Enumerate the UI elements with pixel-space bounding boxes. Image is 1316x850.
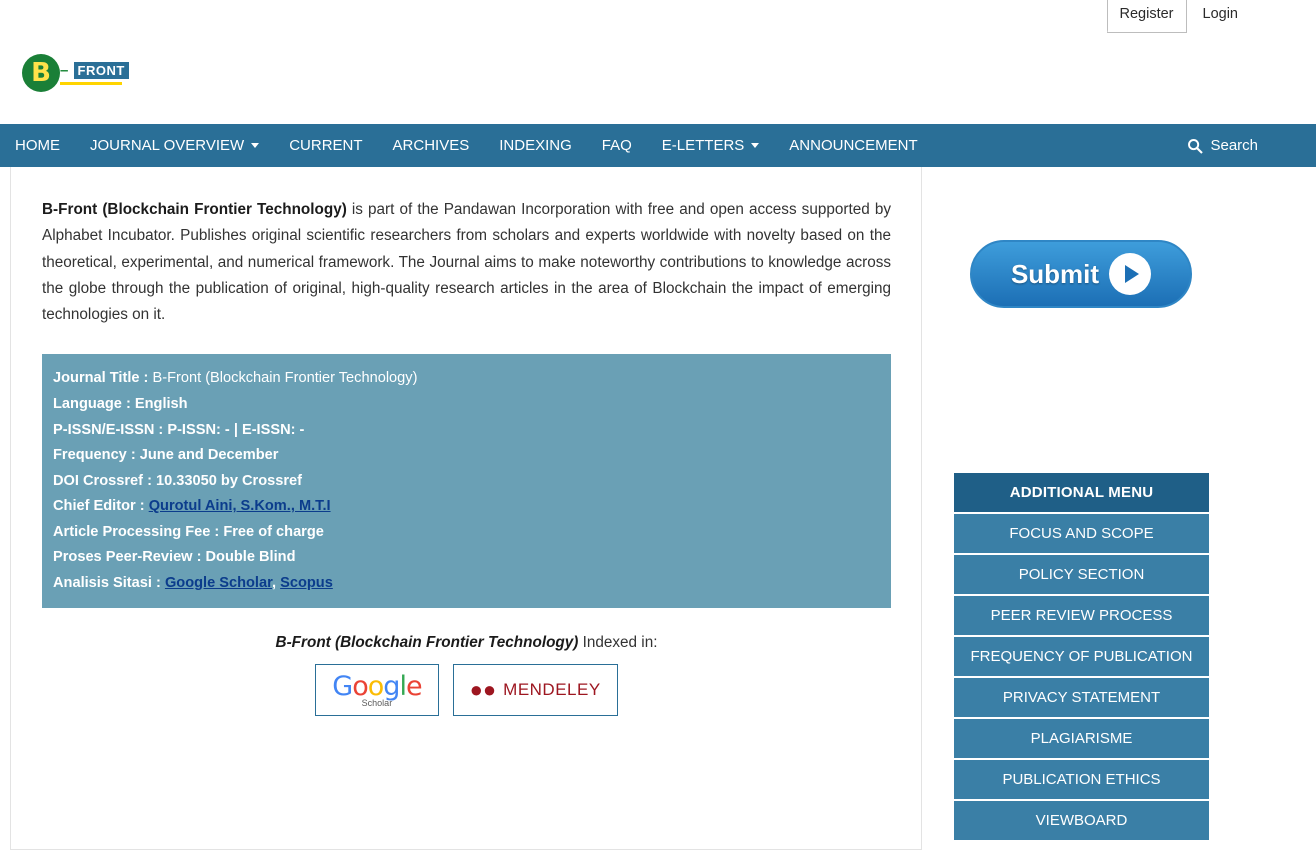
chevron-down-icon	[751, 143, 759, 148]
annotation-arrow-icon	[840, 20, 1140, 100]
google-letter-l: l	[399, 670, 406, 702]
main-navigation	[0, 124, 1316, 167]
info-peer-review: Proses Peer-Review : Double Blind	[53, 549, 296, 566]
info-journal-title	[53, 366, 879, 392]
chevron-down-icon	[251, 143, 259, 148]
logo-dash: –	[60, 62, 69, 79]
menu-item-viewboard[interactable]: VIEWBOARD	[954, 801, 1209, 840]
menu-item-frequency-of-publication[interactable]: FREQUENCY OF PUBLICATION	[954, 637, 1209, 676]
nav-label: FAQ	[601, 137, 632, 154]
google-scholar-sublabel: Scholar	[361, 697, 393, 708]
nav-label: ARCHIVES	[392, 137, 470, 154]
citation-separator: ,	[271, 574, 277, 591]
site-logo[interactable]	[12, 50, 412, 100]
info-citation-label: Analisis Sitasi :	[53, 574, 161, 591]
nav-label: CURRENT	[289, 137, 363, 154]
google-letter-g1: G	[332, 670, 353, 702]
nav-item-faq[interactable]	[587, 124, 647, 167]
nav-label: HOME	[15, 137, 60, 154]
menu-item-privacy-statement[interactable]: PRIVACY STATEMENT	[954, 678, 1209, 717]
mendeley-icon: ●●	[469, 677, 497, 703]
nav-item-archives[interactable]	[378, 124, 485, 167]
info-frequency: Frequency : June and December	[53, 447, 279, 464]
indexed-in-line	[42, 634, 891, 652]
nav-item-current[interactable]	[274, 124, 377, 167]
journal-name-strong: B-Front (Blockchain Frontier Technology)	[42, 201, 347, 218]
info-processing-fee: Article Processing Fee : Free of charge	[53, 523, 324, 540]
menu-item-focus-and-scope[interactable]: FOCUS AND SCOPE	[954, 514, 1209, 553]
nav-item-e-letters[interactable]	[647, 124, 775, 167]
info-language: Language : English	[53, 396, 188, 413]
nav-items	[0, 124, 933, 167]
additional-menu-title: ADDITIONAL MENU	[954, 473, 1209, 512]
info-chief-editor	[53, 494, 879, 520]
menu-item-plagiarisme[interactable]: PLAGIARISME	[954, 719, 1209, 758]
google-wordmark	[332, 670, 422, 702]
journal-intro-paragraph	[42, 197, 891, 328]
nav-item-indexing[interactable]	[484, 124, 587, 167]
journal-intro-rest: is part of the Pandawan Incorporation with free and open access supported by Alphabet Incubator. Publishes original scientific researchers from scholars and experts worldwide with novelty based on the theoretical, experimental, and numerical framework. The Journal aims to make noteworthy contributions to knowledge across the globe through the publication of original, high-quality research articles in the area of Blockchain the impact of emerging technologies on it.	[42, 201, 891, 324]
google-letter-o2: o	[367, 670, 384, 702]
nav-item-announcement[interactable]	[774, 124, 932, 167]
logo-underline	[60, 82, 122, 85]
nav-label: E-LETTERS	[661, 137, 745, 154]
logo-badge-icon: B	[22, 54, 60, 92]
nav-label: JOURNAL OVERVIEW	[90, 137, 245, 154]
sidebar	[932, 167, 1316, 850]
mendeley-label: MENDELEY	[503, 680, 601, 700]
info-chief-editor-label: Chief Editor :	[53, 498, 145, 515]
menu-item-publication-ethics[interactable]: PUBLICATION ETHICS	[954, 760, 1209, 799]
additional-menu	[954, 473, 1209, 840]
main-column	[10, 167, 922, 850]
search-button[interactable]	[1187, 124, 1258, 167]
info-citation-analysis	[53, 571, 879, 597]
menu-item-policy-section[interactable]: POLICY SECTION	[954, 555, 1209, 594]
register-link[interactable]: Register	[1119, 6, 1174, 22]
login-link[interactable]: Login	[1202, 6, 1238, 22]
info-journal-title-value: B-Front (Blockchain Frontier Technology)	[152, 370, 418, 387]
content-area	[0, 167, 1316, 850]
google-letter-g2: g	[383, 670, 400, 702]
chief-editor-link[interactable]: Qurotul Aini, S.Kom., M.T.I	[148, 498, 331, 515]
info-issn: P-ISSN/E-ISSN : P-ISSN: - | E-ISSN: -	[53, 421, 305, 438]
menu-item-peer-review-process[interactable]: PEER REVIEW PROCESS	[954, 596, 1209, 635]
logo-word: FRONT	[74, 62, 129, 79]
google-scholar-badge[interactable]	[315, 664, 438, 716]
indexed-suffix: Indexed in:	[578, 634, 658, 652]
info-journal-title-label: Journal Title :	[53, 370, 149, 387]
logo-wordmark	[60, 62, 129, 79]
nav-label: INDEXING	[499, 137, 572, 154]
info-doi: DOI Crossref : 10.33050 by Crossref	[53, 472, 303, 489]
journal-info-box	[42, 354, 891, 608]
google-letter-e: e	[405, 670, 422, 702]
google-scholar-link[interactable]: Google Scholar	[164, 574, 272, 591]
search-icon	[1187, 138, 1203, 154]
index-badges	[42, 664, 891, 716]
nav-label: ANNOUNCEMENT	[789, 137, 918, 154]
submit-arrow-icon	[1109, 253, 1151, 295]
submit-button[interactable]	[970, 240, 1192, 308]
nav-item-home[interactable]	[0, 124, 75, 167]
nav-item-journal-overview[interactable]	[75, 124, 274, 167]
indexed-journal-name: B-Front (Blockchain Frontier Technology)	[275, 634, 579, 652]
scopus-link[interactable]: Scopus	[280, 574, 333, 591]
submit-label: Submit	[1010, 258, 1100, 289]
google-letter-o1: o	[352, 670, 368, 702]
mendeley-badge[interactable]	[453, 664, 618, 716]
search-label: Search	[1210, 137, 1258, 154]
